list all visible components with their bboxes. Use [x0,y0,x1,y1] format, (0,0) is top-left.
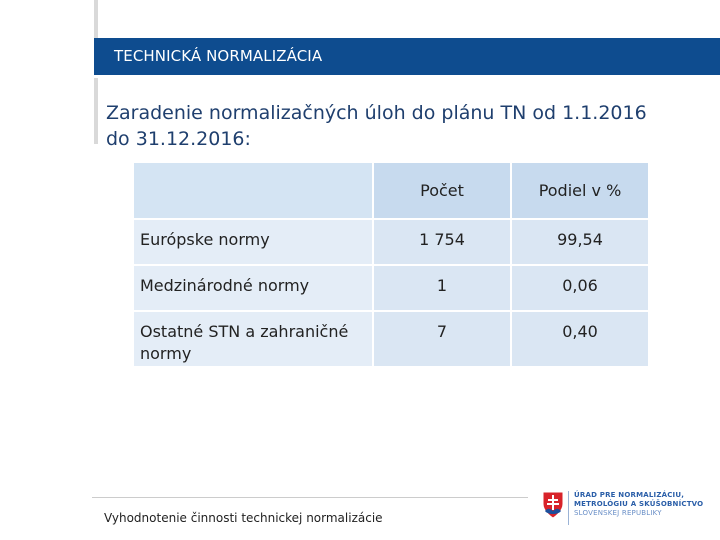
table-row [133,219,649,265]
footer-divider [92,497,528,498]
column-header-share: Podiel v % [511,162,649,219]
row-label: Ostatné STN a zahraničné normy [133,311,373,367]
footer-text: Vyhodnotenie činnosti technickej normalizácie [104,511,383,525]
row-count: 1 [373,265,511,311]
decorative-vertical-line-mid [94,78,98,144]
table-row [133,265,649,311]
slide-heading-line-2: do 31.12.2016: [106,128,251,150]
row-count: 1 754 [373,219,511,265]
row-label: Európske normy [133,219,373,265]
row-label: Medzinárodné normy [133,265,373,311]
unms-logo [540,489,710,529]
row-share: 99,54 [511,219,649,265]
row-share: 0,06 [511,265,649,311]
slide-heading [106,100,706,152]
logo-separator [568,491,569,525]
table-header-empty [133,162,373,219]
slide-heading-line-1: Zaradenie normalizačných úloh do plánu TN od 1.1.2016 [106,102,647,124]
row-count: 7 [373,311,511,367]
row-share: 0,40 [511,311,649,367]
slovak-coat-of-arms-icon [542,491,564,519]
decorative-vertical-line-top [94,0,98,38]
column-header-count: Počet [373,162,511,219]
header-bar [94,38,720,75]
norms-table [132,161,650,368]
header-title: TECHNICKÁ NORMALIZÁCIA [114,47,323,65]
table-header-row [133,162,649,219]
logo-text: ÚRAD PRE NORMALIZÁCIU, METROLÓGIU A SKÚŠOBNÍCTVO SLOVENSKEJ REPUBLIKY [574,491,704,517]
table-row [133,311,649,367]
